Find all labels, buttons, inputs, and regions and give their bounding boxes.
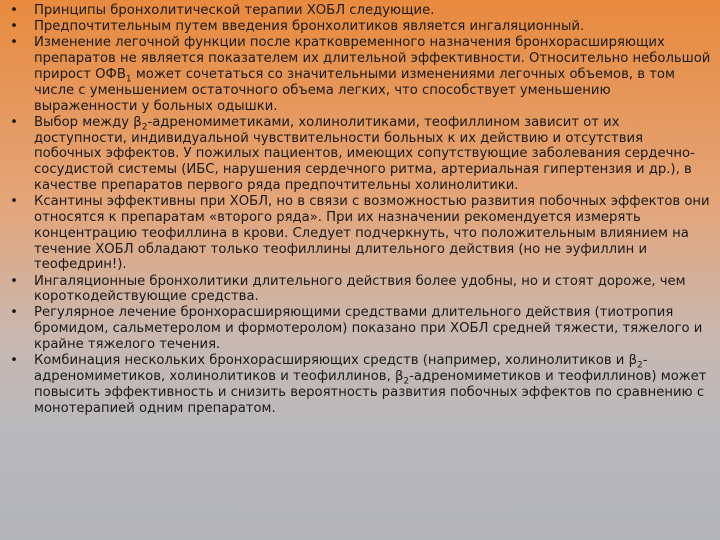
bullet-dot: • (10, 273, 18, 289)
bullet-item (8, 3, 714, 19)
bullet-item (8, 305, 714, 352)
bullet-text: Изменение легочной функции после кратковременного назначения бронхорасширяющих препаратов не является показателем их длительной эффективности. Относительно небольшой прирост $ОФВ_1$ может сочетаться со значительными изменениями легочных объемов, в том числе с уменьшением остаточного объема легких, что способствует уменьшению выраженности у больных одышки. (34, 35, 711, 114)
bullet-dot: • (10, 114, 18, 130)
bullet-dot: • (10, 19, 18, 35)
bullet-dot: • (10, 353, 18, 369)
bullet-item (8, 353, 714, 416)
bullet-dot: • (10, 35, 18, 51)
bullet-item (8, 194, 714, 273)
subscript: 2 (141, 122, 148, 133)
bullet-item (8, 19, 714, 35)
bullet-text: Ксантины эффективны при ХОБЛ, но в связи с возможностью развития побочных эффектов они относятся к препаратам «второго ряда». При их назначении рекомендуется измерять концентрацию теофиллина в крови. Следует подчеркнуть, что положительным влиянием на течение ХОБЛ обладают только теофиллины длительного действия (но не эуфиллин и теофедрин!). (34, 194, 710, 273)
bullet-dot: • (10, 305, 18, 321)
bullet-text: Регулярное лечение бронхорасширяющими средствами длительного действия (тиотропия бромидом, сальметеролом и формотеролом) показано при ХОБЛ средней тяжести, тяжелого и крайне тяжелого течения. (34, 305, 703, 353)
bullet-dot: • (10, 3, 18, 18)
bullet-dot: • (10, 194, 18, 210)
bullet-text: Ингаляционные бронхолитики длительного действия более удобны, но и стоят дороже, чем короткодействующие средства. (34, 273, 686, 305)
bullet-item (8, 115, 714, 194)
bullet-item (8, 35, 714, 114)
bullet-text: Предпочтительным путем введения бронхолитиков является ингаляционный. (34, 19, 585, 35)
subscript: 2 (636, 360, 643, 371)
bullet-text: Комбинация нескольких бронхорасширяющих средств (например, холинолитиков и $\beta_2$-адреномиметиков, холинолитиков и теофиллинов, $\beta_2$-адреномиметиков и теофиллинов) может повысить эффективность и снизить вероятность развития побочных эффектов по сравнению с монотерапией одним препаратом. (34, 353, 707, 416)
subscript: 2 (403, 376, 410, 387)
bullet-list (8, 3, 714, 417)
subscript: 1 (125, 74, 132, 85)
bullet-text: Выбор между $\beta_2$-адреномиметиками, холинолитиками, теофиллином зависит от их доступности, индивидуальной чувствительности больных к их действию и отсутствия побочных эффектов. У пожилых пациентов, имеющих сопутствующие заболевания сердечно-сосудистой системы (ИБС, нарушения сердечного ритма, артериальная гипертензия и др.), в качестве препаратов первого ряда предпочтительны холинолитики. (34, 114, 695, 193)
bullet-text: Принципы бронхолитической терапии ХОБЛ следующие. (34, 3, 435, 18)
bullet-item (8, 274, 714, 306)
